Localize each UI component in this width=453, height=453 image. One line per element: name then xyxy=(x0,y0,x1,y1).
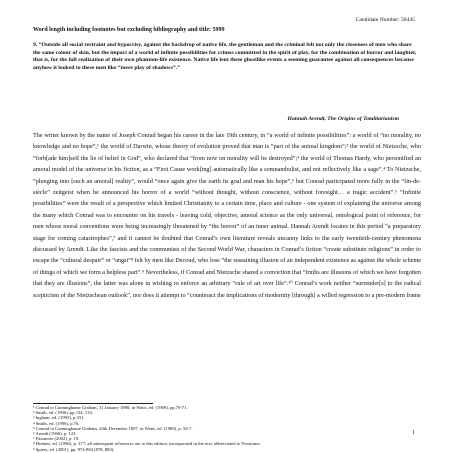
footnote: ⁵ Conrad to Cunninghame Graham, 20th December 1897, in Watts, ed. (1969), p. 56-7. xyxy=(33,425,193,431)
question-attribution: Hannah Arendt, The Origins of Totalitarianism xyxy=(287,116,399,122)
footnote: ⁹ Spiers, ed. (2001), pp. 874-884 (878, 883). xyxy=(33,446,115,452)
footnote: ⁴ Smith, ed. (1996), p.76. xyxy=(33,420,80,426)
footnote: ⁸ Holmes, ed. (1996), p. 377; all subsequent references are to this edition, incorporated in the text, abbreviated to Nostromo. xyxy=(33,441,261,447)
word-count-line: Word length including footnotes but excluding bibliography and title: 5999 xyxy=(33,27,225,33)
candidate-number: Candidate Number: 50445 xyxy=(355,17,415,23)
footnote: ⁷ Passmore (2002), p. 19. xyxy=(33,436,80,442)
footnote: ² Smith, ed. (1996), pp.134, 133. xyxy=(33,410,93,416)
footnote: ⁶ Arendt (1966), p. 123. xyxy=(33,431,77,437)
footnotes xyxy=(33,405,421,452)
footnote-separator xyxy=(33,403,153,404)
body-paragraph: The writer known by the name of Joseph Conrad began his career in the late 19th century, in “a world of infinite possibilities”: a world of “no morality, no knowledge and no hope”,¹ the world of Darwin, whose theory of evolution proved that man is “part of the animal kingdom”;² the world of Nietzsche, who “forb[ade him]self the lie of belief in God”, who declared that “from now on morality will be destroyed”;³ the world of Thomas Hardy, who personified an amoral model of the universe in his fiction, as a “First Cause work[ing] automatically like a somnambulist, and not reflectively like a sage”.⁴ To Nietzsche, “plunging into [such an amoral] reality”, would “once again give the earth its goal and man his hope”,⁵ but Conrad participated more fully in the “fin-de-siècle” zeitgeist when he announced his horror of a world “without thought, without conscience, without foresight… a tragic accident”.⁶ “Infinite possibilities” were the result of a perspective which limited Christianity to a certain time, place and culture - one system of explaining the universe among the many which Conrad was to encounter on his travels - leaving cold, objective, amoral science as the only universal, ontological point of reference, for men whose moral conventions were being increasingly threatened by “the horror” of an inner animal. Hannah Arendt locates in this period “a preparatory stage for coming catastrophes”,⁷ and it cannot be doubted that Conrad’s own literature reveals uncanny links to the early twentieth-century phenomena discussed by Arendt. Like the fascists and the communists of the Second World War, characters in Conrad’s fiction “create substitute religions” in order to escape the “cultural despair” or “angst”⁸ felt by men like Decoud, who lose “the sustaining illusion of an independent existence as against the whole scheme of things of which we form a helpless part”.⁹ Nevertheless, if Conrad and Nietzsche shared a conviction that “truths are illusions of which we have forgotten that they are illusions”, the latter was alone in wishing to enforce an arbitrary “rule of art over life”.¹⁰ Conrad’s work neither “surrender[s] to the radical scepticism of the Nietzschean outlook”, nor does it attempt to “counteract the implications of modernity [through] a willed regression to a pre-modern frame xyxy=(33,132,421,299)
footnote: ¹ Conrad to Cunninghame Graham, 31 January 1898, in Watts, ed. (1969), pp.70-71. xyxy=(33,405,188,410)
essay-question: 9. “Outside all social restraint and hypocrisy, against the backdrop of native life, the gentleman and the criminal felt not only the closeness of men who share the same colour of skin, but the impact of a world of infinite possibilities for crimes committed in the spirit of play, for the combination of horror and laughter, that is, for the full realization of their own phantom-life existence. Native life lent these ghostlike events a seeming guarantee against all consequences because anyhow it looked to these men like “mere play of shadows”.” xyxy=(33,42,417,71)
footnote: ³ Ingham, ed. (1993), p.331. xyxy=(33,415,85,421)
essay-body xyxy=(33,130,421,301)
page-number: 1 xyxy=(412,430,415,436)
